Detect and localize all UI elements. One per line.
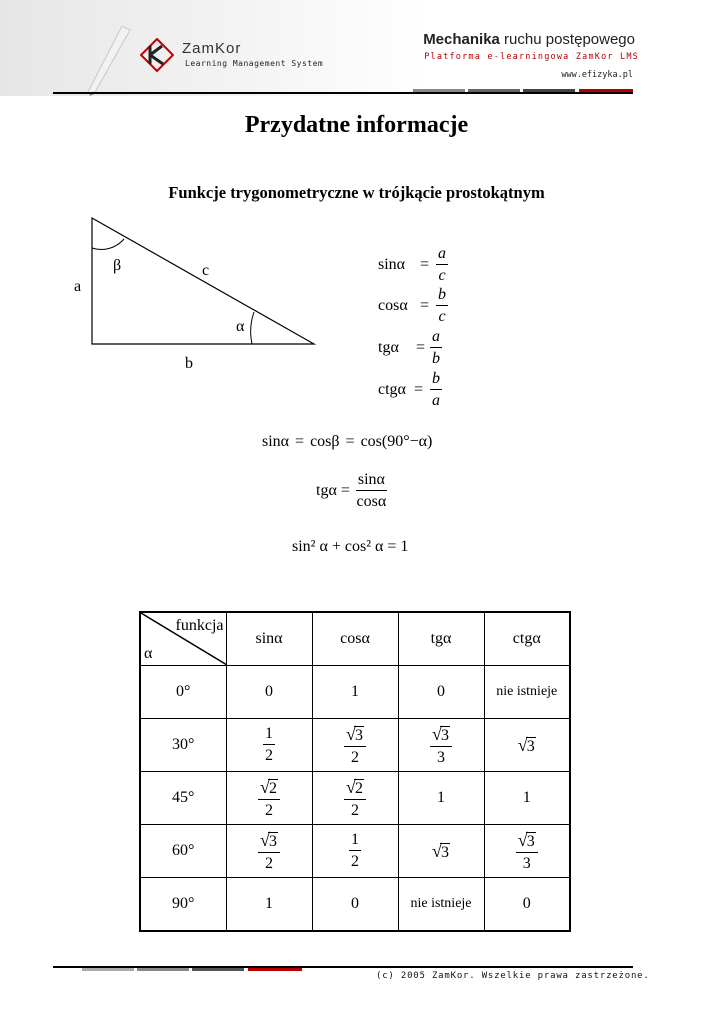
radical: √3 [432,840,449,861]
radical: √2 [260,776,277,797]
table-cell-ctg: nie istnieje [484,666,570,719]
table-cell-sin [226,719,312,772]
table-cell-ctg: 0 [484,878,570,932]
page-title: Przydatne informacje [244,112,469,138]
fraction: $\frac{√3}{3}$ [516,831,538,872]
table-cell-tg [398,719,484,772]
definition-name: cosα [378,297,408,314]
header-divider [53,92,633,94]
header-bar-segment [579,89,633,92]
logo-title: ZamKor [182,40,242,57]
table-cell-ctg [484,719,570,772]
pencil-graphic [80,26,140,96]
table-cell-ctg: 1 [484,772,570,825]
table-cell-tg: nie istnieje [398,878,484,932]
radical: √3 [517,734,535,755]
table-cell-angle: 60° [140,825,226,878]
section-title: Funkcje trygonometryczne w trójkącie prostokątnym [168,183,545,202]
table-row [140,825,570,878]
zamkor-logo-icon [140,38,174,72]
trig-values-table [139,611,571,932]
fraction: $\frac{1}{2}$ [351,831,359,870]
table-cell-sin: 1 [226,878,312,932]
fraction: $\frac{√3}{2}$ [258,831,280,872]
corner-label-angle: α [144,645,153,662]
equals-sign: = [414,381,424,398]
table-cell-tg: 1 [398,772,484,825]
table-cell-sin [226,772,312,825]
table-cell-angle: 90° [140,878,226,932]
radical: √3 [517,829,535,850]
triangle-label-c: c [202,262,210,279]
table-cell-angle: 30° [140,719,226,772]
footer-bar-segment [192,968,244,971]
denominator: b [432,350,440,367]
corner-label-function: funkcja [175,617,224,634]
fraction [430,371,442,409]
table-cell-cos [312,825,398,878]
fraction [430,329,442,367]
definition-tg [378,329,442,367]
radical: √2 [346,776,363,797]
definition-sin [378,246,448,284]
numerator: b [430,371,442,390]
table-header-cell: ctgα [484,612,570,666]
header-title-rest: ruchu postępowego [499,31,635,48]
identity-pythagorean: sin² α + cos² α = 1 [292,538,409,555]
table-header-cell: tgα [398,612,484,666]
fraction: $\frac{1}{2}$ [265,725,273,764]
copyright-text: (c) 2005 ZamKor. Wszelkie prawa zastrzeżone. [376,971,650,981]
triangle-angle-beta: β [113,257,122,274]
table-cell-cos: 1 [312,666,398,719]
table-row [140,878,570,932]
radical: √3 [260,829,277,850]
table-body [140,666,570,932]
radical: √3 [432,723,449,744]
identity-tg-left: tgα = [316,482,350,499]
table-cell-cos [312,719,398,772]
table-cell-tg: 0 [398,666,484,719]
fraction: $\frac{√2}{2}$ [258,778,280,819]
header-title [423,31,635,48]
table-row [140,719,570,772]
header-website: www.efizyka.pl [561,70,633,80]
table-cell-sin [226,825,312,878]
footer-bar-segment [82,968,134,971]
triangle-label-a: a [74,278,82,295]
definition-ctg [378,371,442,409]
definition-cos [378,287,448,325]
equals-sign: = [416,339,426,356]
fraction [436,287,448,325]
table-cell-sin: 0 [226,666,312,719]
radical: √3 [346,723,363,744]
denominator: cosα [356,493,387,510]
numerator: a [436,246,448,265]
header-bar-segment [413,89,465,92]
fraction: $\frac{√3}{2}$ [344,725,366,766]
identity-cofunction: sinα = cosβ = cos(90°−α) [262,433,433,450]
table-cell-angle: 45° [140,772,226,825]
equals-sign: = [420,297,430,314]
equals-sign: = [420,256,430,273]
header-title-bold: Mechanika [423,31,500,48]
denominator: c [438,267,446,284]
triangle-label-b: b [185,355,193,372]
table-header-row [140,612,570,666]
table-header-cell: cosα [312,612,398,666]
numerator: a [430,329,442,348]
footer-bar-segment [248,968,302,971]
table-row [140,666,570,719]
identity-tg [316,472,387,510]
fraction: $\frac{√3}{3}$ [430,725,452,766]
definition-name: ctgα [378,381,406,398]
header-bar-segment [523,89,575,92]
table-corner-cell [140,612,226,666]
numerator: sinα [356,472,387,491]
header-bar-segment [468,89,520,92]
footer-bar-segment [137,968,189,971]
logo-subtitle: Learning Management System [185,59,324,68]
header-subtitle: Platforma e-learningowa ZamKor LMS [424,52,639,62]
table-cell-angle: 0° [140,666,226,719]
fraction [436,246,448,284]
fraction: $\frac{√2}{2}$ [344,778,366,819]
definition-name: sinα [378,256,406,273]
table-cell-cos [312,772,398,825]
table-cell-ctg [484,825,570,878]
table-cell-tg [398,825,484,878]
numerator: b [436,287,448,306]
table-cell-cos: 0 [312,878,398,932]
definition-name: tgα [378,339,399,356]
denominator: c [438,308,446,325]
table-header-cell: sinα [226,612,312,666]
triangle-angle-alpha: α [236,318,245,335]
denominator: a [432,392,440,409]
table-row [140,772,570,825]
fraction [356,472,387,510]
right-triangle-diagram [88,214,320,348]
